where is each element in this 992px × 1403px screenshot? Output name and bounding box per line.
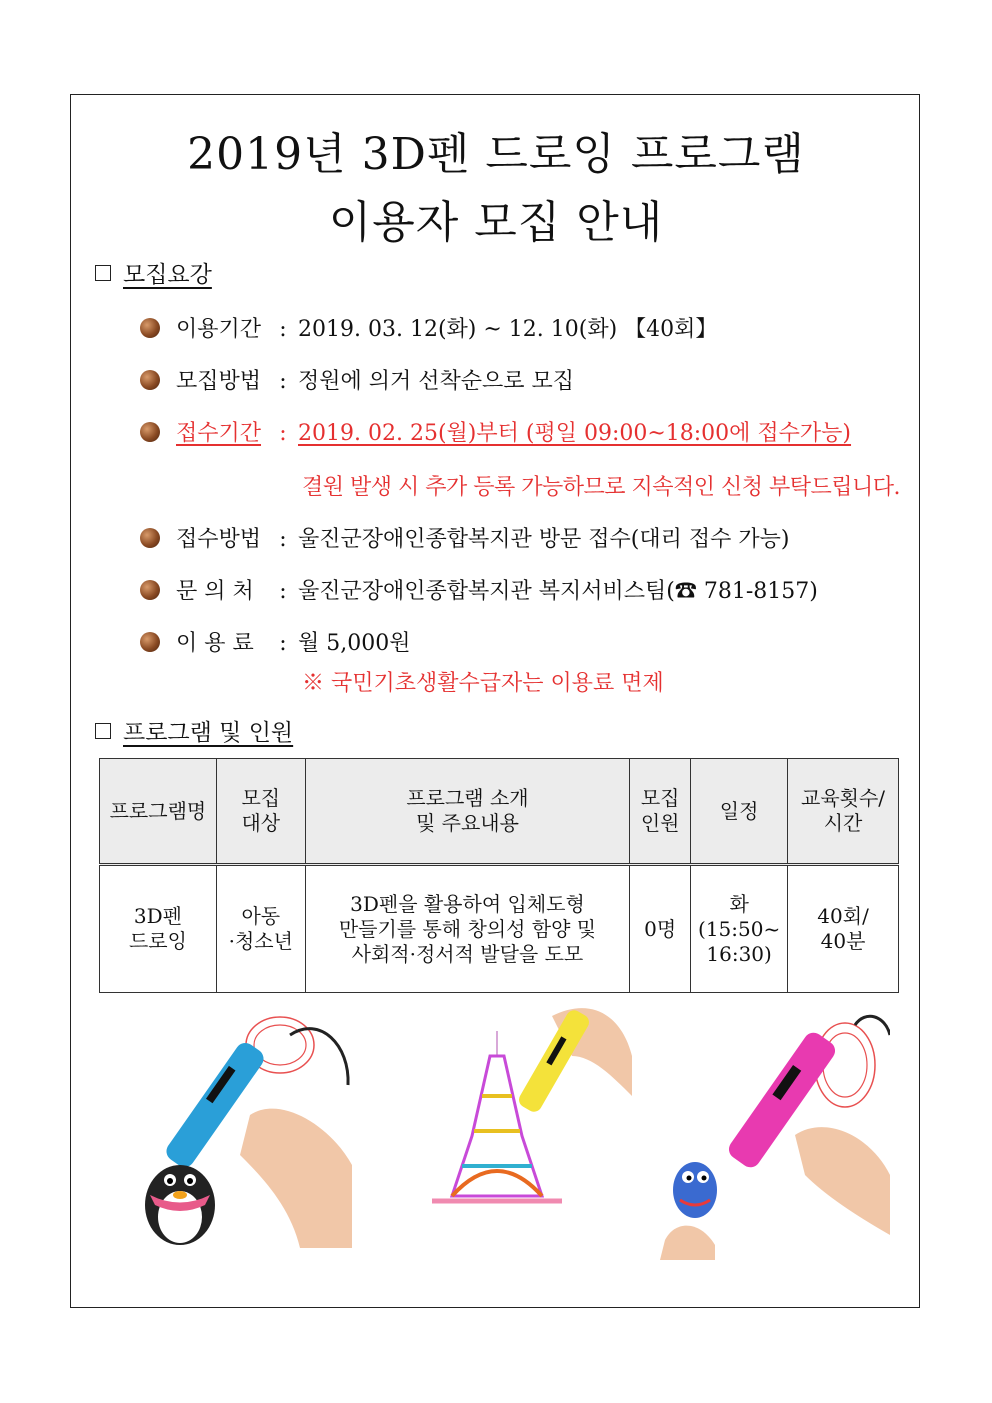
table-cell: 아동 ·청소년 — [216, 865, 305, 993]
table-cell: 0명 — [630, 865, 691, 993]
photo-3d-pen-blue-penguin — [120, 1005, 352, 1248]
photo-3d-pen-yellow-eiffel — [392, 996, 632, 1206]
fee-exemption-note: ※ 국민기초생활수급자는 이용료 면제 — [302, 671, 664, 696]
program-table — [99, 758, 899, 993]
bullet-icon — [140, 580, 160, 600]
checkbox-square-icon — [95, 265, 111, 281]
table-header-cell: 모집 대상 — [216, 759, 305, 865]
table-cell: 3D펜 드로잉 — [100, 865, 217, 993]
table-cell: 3D펜을 활용하여 입체도형 만들기를 통해 창의성 함양 및 사회적·정서적 발달을 도모 — [305, 865, 629, 993]
info-row-application-method: 접수방법 : 울진군장애인종합복지관 방문 접수(대리 접수 가능) — [140, 522, 789, 553]
info-row-method: 모집방법 : 정원에 의거 선착순으로 모집 — [140, 364, 574, 395]
bullet-icon — [140, 528, 160, 548]
table-cell: 화 (15:50~ 16:30) — [691, 865, 788, 993]
page-title-line2: 이용자 모집 안내 — [328, 197, 664, 248]
table-header-cell: 교육횟수/ 시간 — [788, 759, 899, 865]
table-row — [100, 865, 899, 993]
table-header-cell: 모집 인원 — [630, 759, 691, 865]
checkbox-square-icon — [95, 723, 111, 739]
info-row-application-period: 접수기간 : 2019. 02. 25(월)부터 (평일 09:00~18:00에 접수가능) — [140, 416, 851, 447]
info-row-period: 이용기간 : 2019. 03. 12(화) ~ 12. 10(화) 【40회】 — [140, 312, 717, 343]
vacancy-note: 결원 발생 시 추가 등록 가능하므로 지속적인 신청 부탁드립니다. — [302, 475, 900, 500]
table-header-cell: 프로그램명 — [100, 759, 217, 865]
bullet-icon — [140, 422, 160, 442]
phone-icon: ☎ — [674, 579, 697, 604]
page-title-line1: 2019년 3D펜 드로잉 프로그램 — [187, 129, 805, 180]
info-row-fee: 이 용 료 : 월 5,000원 — [140, 626, 410, 657]
table-cell: 40회/ 40분 — [788, 865, 899, 993]
bullet-icon — [140, 632, 160, 652]
bullet-icon — [140, 370, 160, 390]
section-heading-program: 프로그램 및 인원 — [95, 714, 293, 747]
table-header-cell: 일정 — [691, 759, 788, 865]
section-heading-recruitment: 모집요강 — [95, 256, 212, 289]
table-header-cell: 프로그램 소개 및 주요내용 — [305, 759, 629, 865]
photo-3d-pen-pink-figure — [655, 1005, 890, 1260]
table-header-row — [100, 759, 899, 865]
info-row-contact: 문 의 처 : 울진군장애인종합복지관 복지서비스팀(☎ 781-8157) — [140, 574, 818, 605]
bullet-icon — [140, 318, 160, 338]
